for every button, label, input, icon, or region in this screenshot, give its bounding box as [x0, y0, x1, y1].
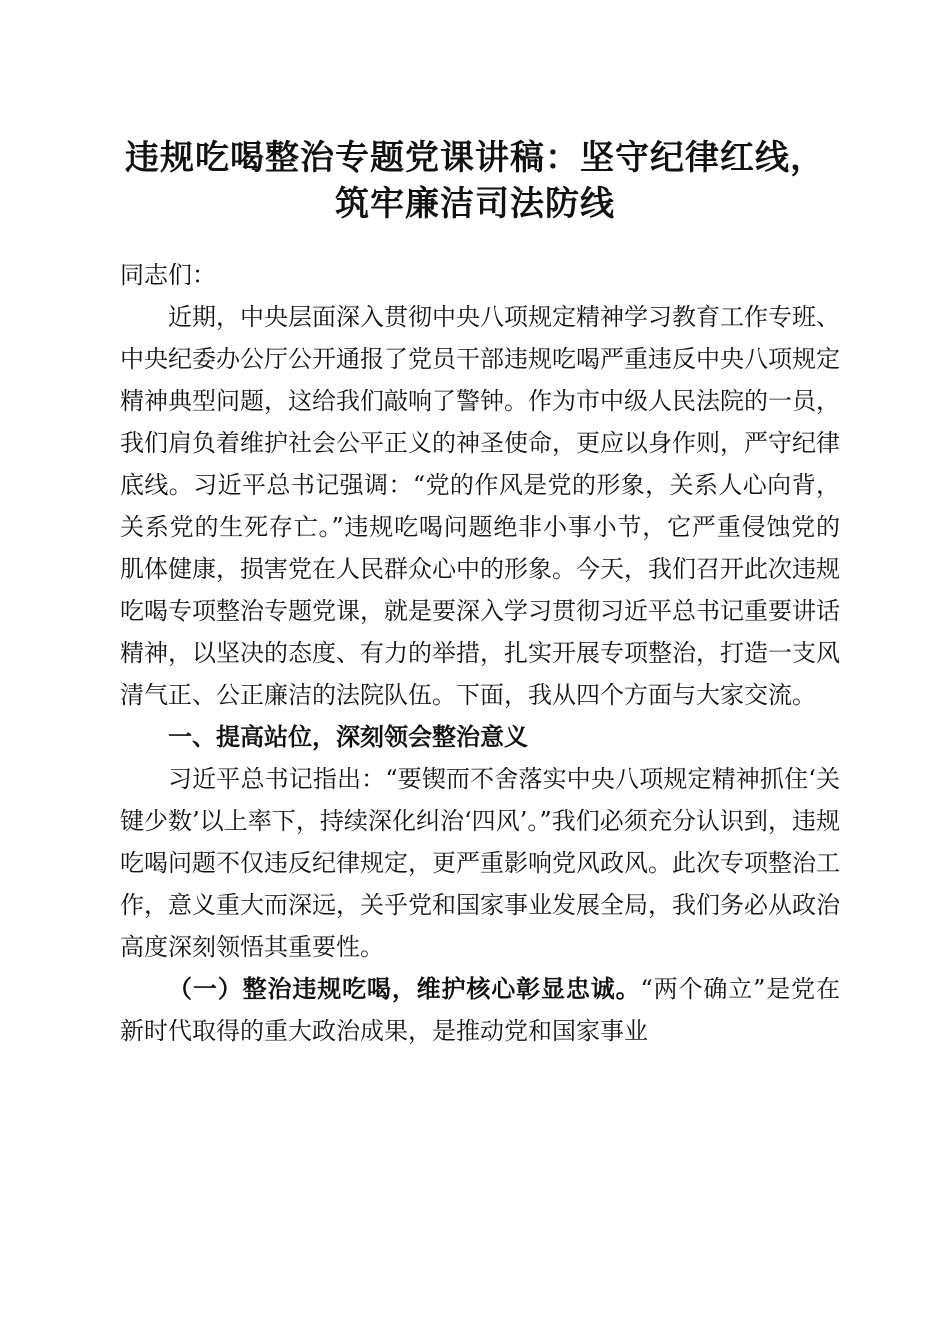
intro-paragraph: 近期，中央层面深入贯彻中央八项规定精神学习教育工作专班、中央纪委办公厅公开通报了党员干部违规吃喝严重违反中央八项规定精神典型问题，这给我们敲响了警钟。作为市中级人民法院的一员，我们肩负着维护社会公平正义的神圣使命，更应以身作则，严守纪律底线。习近平总书记强调：“党的作风是党的形象，关系人心向背，关系党的生死存亡。”违规吃喝问题绝非小事小节，它严重侵蚀党的肌体健康，损害党在人民群众心中的形象。今天，我们召开此次违规吃喝专项整治专题党课，就是要深入学习贯彻习近平总书记重要讲话精神，以坚决的态度、有力的举措，扎实开展专项整治，打造一支风清气正、公正廉洁的法院队伍。下面，我从四个方面与大家交流。 — [120, 303, 840, 709]
section-1-paragraph: 习近平总书记指出：“要锲而不舍落实中央八项规定精神抓住‘关键少数’以上率下，持续深化纠治‘四风’。”我们必须充分认识到，违规吃喝问题不仅违反纪律规定，更严重影响党风政风。此次专项整治工作，意义重大而深远，关乎党和国家事业发展全局，我们务必从政治高度深刻领悟其重要性。 — [120, 765, 840, 961]
document-title-line-2: 筑牢廉洁司法防线 — [335, 184, 615, 224]
document-body — [120, 254, 840, 1052]
salutation: 同志们： — [120, 261, 216, 289]
subsection-1-text: “两个确立”是党在新时代取得的重大政治成果，是推动党和国家事业 — [120, 975, 841, 1045]
subsection-1-heading: （一）整治违规吃喝，维护核心彰显忠诚。 — [168, 974, 641, 1003]
section-1-heading: 一、提高站位，深刻领会整治意义 — [168, 723, 528, 751]
subsection-1-paragraph — [120, 968, 840, 1052]
document-title-line-1: 违规吃喝整治专题党课讲稿：坚守纪律红线， — [125, 138, 825, 178]
